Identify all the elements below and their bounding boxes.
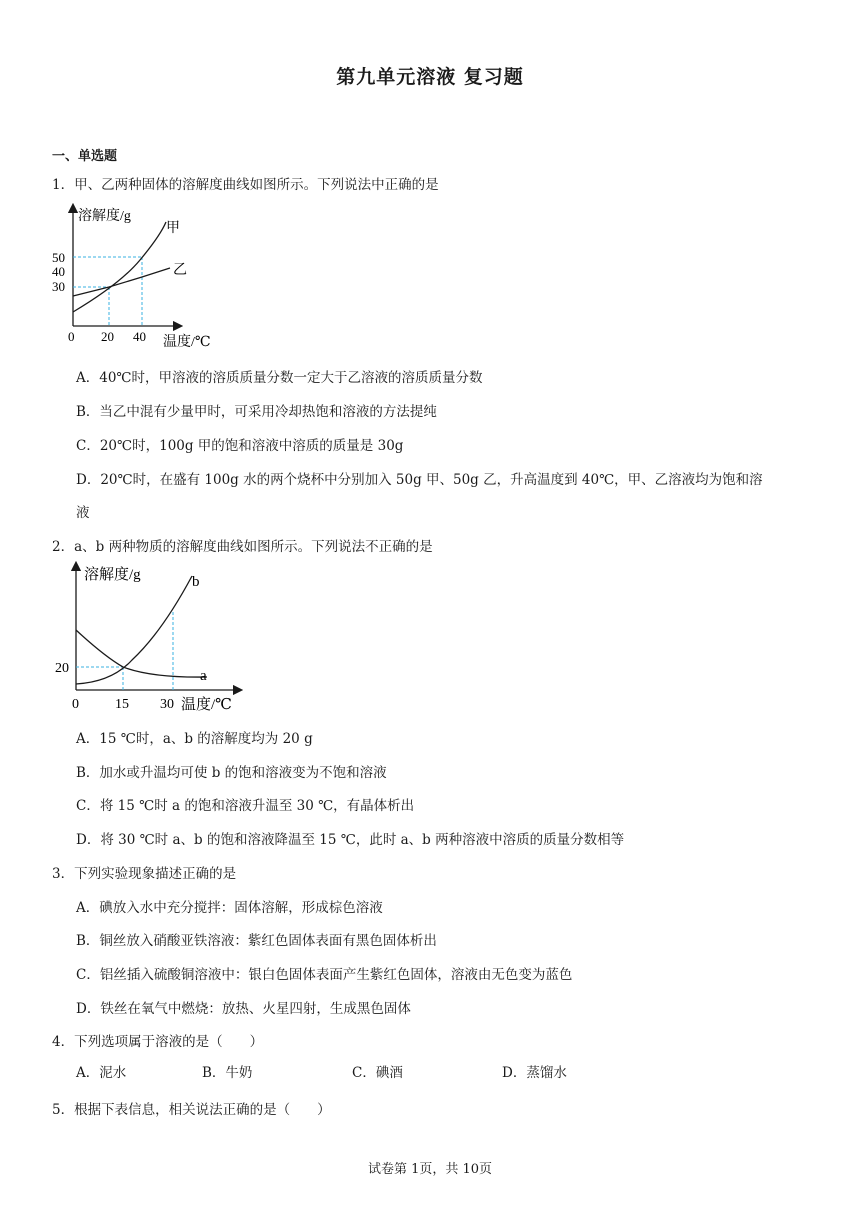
- question-1-option-a[interactable]: A．40℃时，甲溶液的溶质质量分数一定大于乙溶液的溶质质量分数: [76, 370, 483, 386]
- question-2-graph: [52, 560, 247, 715]
- question-4-option-a[interactable]: A．泥水: [76, 1065, 127, 1081]
- question-1-stem: 1．甲、乙两种固体的溶解度曲线如图所示。下列说法中正确的是: [52, 177, 439, 193]
- y-tick-20: 20: [55, 661, 69, 676]
- question-4-option-d[interactable]: D．蒸馏水: [502, 1065, 567, 1081]
- question-1-option-c[interactable]: C．20℃时，100g 甲的饱和溶液中溶质的质量是 30g: [76, 438, 404, 454]
- section-heading: 一、单选题: [52, 149, 118, 164]
- question-4-option-c[interactable]: C．碘酒: [352, 1065, 403, 1081]
- y-tick-30: 30: [52, 279, 65, 294]
- question-4-option-b[interactable]: B．牛奶: [202, 1065, 253, 1081]
- curve-label-b: b: [192, 574, 200, 590]
- curve-label-a: a: [200, 668, 207, 684]
- question-1-option-d[interactable]: D．20℃时，在盛有 100g 水的两个烧杯中分别加入 50g 甲、50g 乙，升高温度到 40℃，甲、乙溶液均为饱和溶: [76, 472, 763, 488]
- curve-label-yi: 乙: [173, 263, 187, 278]
- question-4-stem: 4．下列选项属于溶液的是（ ）: [52, 1034, 264, 1050]
- x-tick-0: 0: [68, 329, 75, 344]
- x-tick-20: 20: [101, 329, 114, 344]
- y-axis-label: 溶解度/g: [78, 209, 131, 224]
- curve-yi: [73, 268, 170, 296]
- question-2-option-d[interactable]: D．将 30 ℃时 a、b 的饱和溶液降温至 15 ℃，此时 a、b 两种溶液中溶质的质量分数相等: [76, 832, 625, 848]
- question-2-stem: 2．a、b 两种物质的溶解度曲线如图所示。下列说法不正确的是: [52, 539, 433, 555]
- y-tick-40: 40: [52, 264, 65, 279]
- x-tick-30: 30: [160, 697, 174, 712]
- question-5-stem: 5．根据下表信息，相关说法正确的是（ ）: [52, 1102, 331, 1118]
- question-2-option-a[interactable]: A．15 ℃时，a、b 的溶解度均为 20 g: [76, 731, 313, 747]
- question-3-option-c[interactable]: C．铝丝插入硫酸铜溶液中：银白色固体表面产生紫红色固体，溶液由无色变为蓝色: [76, 967, 573, 983]
- curve-jia: [73, 222, 166, 312]
- question-2-option-c[interactable]: C．将 15 ℃时 a 的饱和溶液升温至 30 ℃，有晶体析出: [76, 798, 415, 814]
- curve-a: [76, 630, 207, 677]
- x-tick-40: 40: [133, 329, 146, 344]
- curve-label-jia: 甲: [166, 221, 180, 236]
- y-tick-50: 50: [52, 250, 65, 265]
- question-2-option-b[interactable]: B．加水或升温均可使 b 的饱和溶液变为不饱和溶液: [76, 765, 387, 781]
- question-3-option-d[interactable]: D．铁丝在氧气中燃烧：放热、火星四射，生成黑色固体: [76, 1001, 411, 1017]
- y-axis-label: 溶解度/g: [84, 567, 141, 583]
- page-title: 第九单元溶液 复习题: [336, 66, 524, 88]
- question-1-option-b[interactable]: B．当乙中混有少量甲时，可采用冷却热饱和溶液的方法提纯: [76, 404, 437, 420]
- x-axis-label: 温度/℃: [181, 697, 232, 713]
- question-1-option-d-continued: 液: [76, 505, 90, 521]
- x-axis-label: 温度/℃: [163, 335, 211, 350]
- question-1-graph: [50, 200, 230, 352]
- curve-b: [76, 576, 192, 684]
- x-tick-15: 15: [115, 697, 129, 712]
- question-3-stem: 3．下列实验现象描述正确的是: [52, 866, 237, 882]
- page-footer: 试卷第 1页，共 10页: [367, 1162, 493, 1177]
- question-3-option-b[interactable]: B．铜丝放入硝酸亚铁溶液：紫红色固体表面有黑色固体析出: [76, 933, 437, 949]
- x-tick-0: 0: [72, 697, 79, 712]
- question-3-option-a[interactable]: A．碘放入水中充分搅拌：固体溶解，形成棕色溶液: [76, 900, 383, 916]
